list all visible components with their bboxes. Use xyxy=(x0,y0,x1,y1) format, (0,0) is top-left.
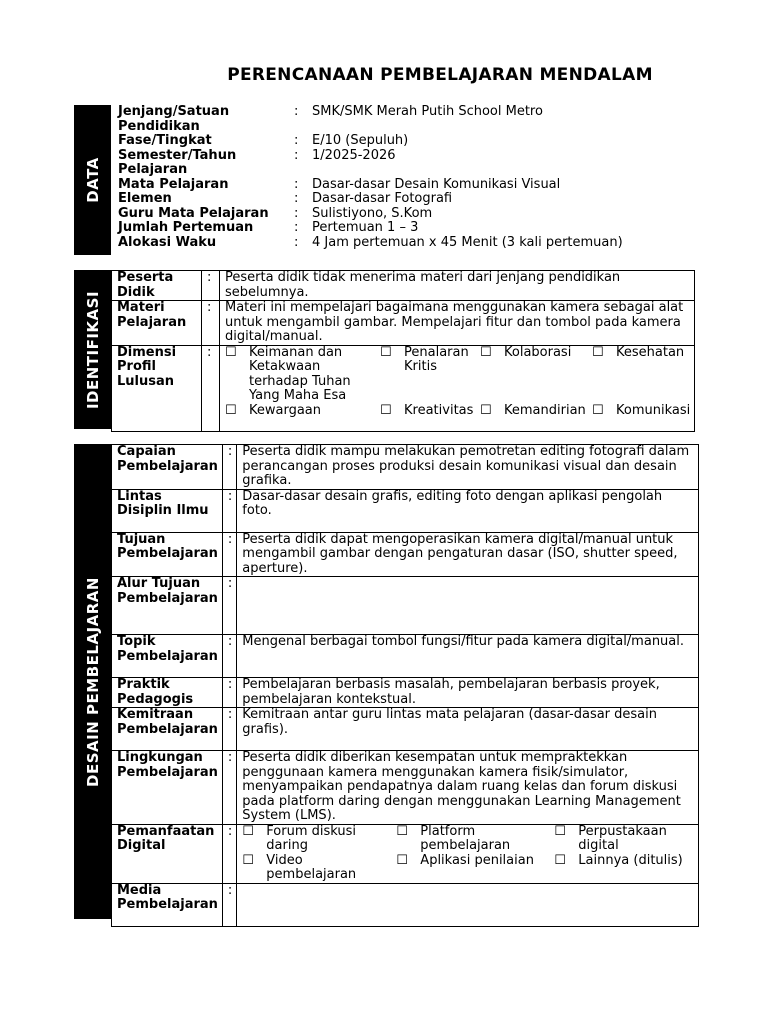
checkbox-label: Komunikasi xyxy=(616,402,691,418)
data-row-value: Dasar-dasar Fotografi xyxy=(312,191,453,206)
page-title: PERENCANAAN PEMBELAJARAN MENDALAM xyxy=(227,65,653,85)
checkbox-option[interactable] xyxy=(396,825,554,854)
data-row-value: SMK/SMK Merah Putih School Metro xyxy=(312,104,543,119)
section-data-bar xyxy=(74,105,111,255)
separator: : xyxy=(202,271,220,301)
checkbox-label: Kemandirian xyxy=(504,402,586,418)
data-row-label: Semester/Tahun Pelajaran xyxy=(118,147,237,177)
data-row-sep: : xyxy=(294,191,299,206)
checkbox-option[interactable] xyxy=(242,825,396,854)
data-row-value: Dasar-dasar Desain Komunikasi Visual xyxy=(312,176,561,192)
tujuan-label: Tujuan Pembelajaran xyxy=(112,532,223,577)
checkbox-icon[interactable]: ☐ xyxy=(380,344,392,360)
digital-label: Pemanfaatan Digital xyxy=(112,824,223,883)
checkbox-option[interactable] xyxy=(396,854,554,883)
separator: : xyxy=(202,301,220,346)
checkbox-icon[interactable]: ☐ xyxy=(396,823,408,839)
praktik-value: Pembelajaran berbasis masalah, pembelajaran berbasis proyek, pembelajaran kontekstual. xyxy=(237,678,699,708)
data-row-label: Jumlah Pertemuan xyxy=(118,220,254,235)
data-row-label: Elemen xyxy=(118,191,172,206)
separator: : xyxy=(202,345,220,431)
checkbox-label: Penalaran Kritis xyxy=(404,344,469,374)
data-row-sep: : xyxy=(294,234,299,250)
kemitraan-value: Kemitraan antar guru lintas mata pelajaran (dasar-dasar desain grafis). xyxy=(237,708,699,751)
data-table xyxy=(118,105,698,250)
separator: : xyxy=(222,577,236,635)
checkbox-label: Kewargaan xyxy=(249,402,322,418)
checkbox-label: Aplikasi penilaian xyxy=(420,852,534,868)
tujuan-value: Peserta didik dapat mengoperasikan kamera digital/manual untuk mengambil gambar dengan pengaturan dasar (ISO, shutter speed, aperture). xyxy=(237,532,699,577)
data-row-label: Jenjang/Satuan Pendidikan xyxy=(118,104,230,134)
data-row xyxy=(118,105,698,134)
peserta-label: Peserta Didik xyxy=(112,271,202,301)
section-desain-bar xyxy=(74,444,111,919)
section-desain-label: DESAIN PEMBELAJARAN xyxy=(83,576,102,787)
data-row-sep: : xyxy=(294,104,299,119)
separator: : xyxy=(222,708,236,751)
checkbox-option[interactable] xyxy=(554,854,694,883)
topik-value: Mengenal berbagai tombol fungsi/fitur pada kamera digital/manual. xyxy=(237,635,699,678)
data-row-label: Mata Pelajaran xyxy=(118,176,229,192)
checkbox-option[interactable] xyxy=(380,404,480,419)
checkbox-icon[interactable]: ☐ xyxy=(225,402,237,418)
data-row xyxy=(118,178,698,193)
capaian-label: Capaian Pembelajaran xyxy=(112,445,223,490)
checkbox-option[interactable] xyxy=(592,346,684,404)
dimensi-label: Dimensi Profil Lulusan xyxy=(112,345,202,431)
identifikasi-table xyxy=(111,270,695,432)
data-row-sep: : xyxy=(294,147,299,163)
checkbox-icon[interactable]: ☐ xyxy=(225,344,237,360)
checkbox-icon[interactable]: ☐ xyxy=(554,852,566,868)
data-row xyxy=(118,236,698,251)
kemitraan-label: Kemitraan Pembelajaran xyxy=(112,708,223,751)
separator: : xyxy=(222,824,236,883)
checkbox-label: Kolaborasi xyxy=(504,344,572,360)
checkbox-label: Kreativitas xyxy=(404,402,474,418)
checkbox-label: Lainnya (ditulis) xyxy=(578,852,683,868)
lintas-value: Dasar-dasar desain grafis, editing foto dengan aplikasi pengolah foto. xyxy=(237,489,699,532)
checkbox-icon[interactable]: ☐ xyxy=(592,344,604,360)
checkbox-icon[interactable]: ☐ xyxy=(554,823,566,839)
checkbox-option[interactable] xyxy=(554,825,694,854)
praktik-label: Praktik Pedagogis xyxy=(112,678,223,708)
data-row-label: Fase/Tingkat xyxy=(118,133,212,148)
separator: : xyxy=(222,445,236,490)
checkbox-label: Keimanan dan Ketakwaan terhadap Tuhan Yang Maha Esa xyxy=(249,344,351,403)
separator: : xyxy=(222,678,236,708)
checkbox-label: Video pembelajaran xyxy=(266,852,357,882)
checkbox-label: Perpustakaan digital xyxy=(578,823,667,853)
separator: : xyxy=(222,532,236,577)
checkbox-icon[interactable]: ☐ xyxy=(480,344,492,360)
data-row-value: 1/2025-2026 xyxy=(312,147,396,163)
desain-table xyxy=(111,444,699,927)
data-row-label: Guru Mata Pelajaran xyxy=(118,205,269,221)
section-identifikasi-bar xyxy=(74,270,111,429)
checkbox-option[interactable] xyxy=(380,346,480,404)
data-row-value: Sulistiyono, S.Kom xyxy=(312,205,433,221)
separator: : xyxy=(222,751,236,825)
checkbox-label: Platform pembelajaran xyxy=(420,823,511,853)
separator: : xyxy=(222,883,236,926)
checkbox-icon[interactable]: ☐ xyxy=(380,402,392,418)
data-row-label: Alokasi Waku xyxy=(118,234,217,250)
checkbox-option[interactable] xyxy=(225,346,380,404)
checkbox-icon[interactable]: ☐ xyxy=(592,402,604,418)
data-row-sep: : xyxy=(294,176,299,192)
data-row-sep: : xyxy=(294,205,299,221)
checkbox-label: Forum diskusi daring xyxy=(266,823,357,853)
data-row xyxy=(118,149,698,178)
data-row-value: 4 Jam pertemuan x 45 Menit (3 kali pertemuan) xyxy=(312,234,623,250)
alur-value xyxy=(237,577,699,635)
data-row xyxy=(118,207,698,222)
checkbox-option[interactable] xyxy=(592,402,691,419)
alur-label: Alur Tujuan Pembelajaran xyxy=(112,577,223,635)
data-row-value: Pertemuan 1 – 3 xyxy=(312,220,419,235)
peserta-value: Peserta didik tidak menerima materi dari jenjang pendidikan sebelumnya. xyxy=(220,271,695,301)
checkbox-option[interactable] xyxy=(480,346,592,404)
digital-options xyxy=(237,824,699,883)
checkbox-icon[interactable]: ☐ xyxy=(480,402,492,418)
media-label: Media Pembelajaran xyxy=(112,883,223,926)
dimensi-options xyxy=(220,345,695,431)
data-row xyxy=(118,134,698,149)
topik-label: Topik Pembelajaran xyxy=(112,635,223,678)
lintas-label: Lintas Disiplin Ilmu xyxy=(112,489,223,532)
lingkungan-label: Lingkungan Pembelajaran xyxy=(112,751,223,825)
data-row-sep: : xyxy=(294,220,299,235)
separator: : xyxy=(222,635,236,678)
checkbox-option[interactable] xyxy=(480,404,592,419)
media-value xyxy=(237,883,699,926)
checkbox-option[interactable] xyxy=(225,404,380,419)
data-row xyxy=(118,221,698,236)
capaian-value: Peserta didik mampu melakukan pemotretan editing fotografi dalam perancangan proses produksi desain komunikasi visual dan desain grafika. xyxy=(237,445,699,490)
data-row-sep: : xyxy=(294,133,299,148)
checkbox-icon[interactable]: ☐ xyxy=(396,852,408,868)
checkbox-icon[interactable]: ☐ xyxy=(242,852,254,868)
separator: : xyxy=(222,489,236,532)
section-data-label: DATA xyxy=(83,157,102,203)
materi-value: Materi ini mempelajari bagaimana menggunakan kamera sebagai alat untuk mengambil gambar. Mempelajari fitur dan tombol pada kamera digital/manual. xyxy=(220,301,695,346)
lingkungan-value: Peserta didik diberikan kesempatan untuk mempraktekkan penggunaan kamera menggunakan kamera fisik/simulator, menyampaikan pendapatnya dalam ruang kelas dan forum diskusi pada platform daring dengan menggunakan Learning Management System (LMS). xyxy=(237,751,699,825)
checkbox-icon[interactable]: ☐ xyxy=(242,823,254,839)
data-row-value: E/10 (Sepuluh) xyxy=(312,133,409,148)
data-row xyxy=(118,192,698,207)
section-identifikasi-label: IDENTIFIKASI xyxy=(83,290,102,409)
materi-label: Materi Pelajaran xyxy=(112,301,202,346)
checkbox-option[interactable] xyxy=(242,854,396,883)
checkbox-label: Kesehatan xyxy=(616,344,685,360)
